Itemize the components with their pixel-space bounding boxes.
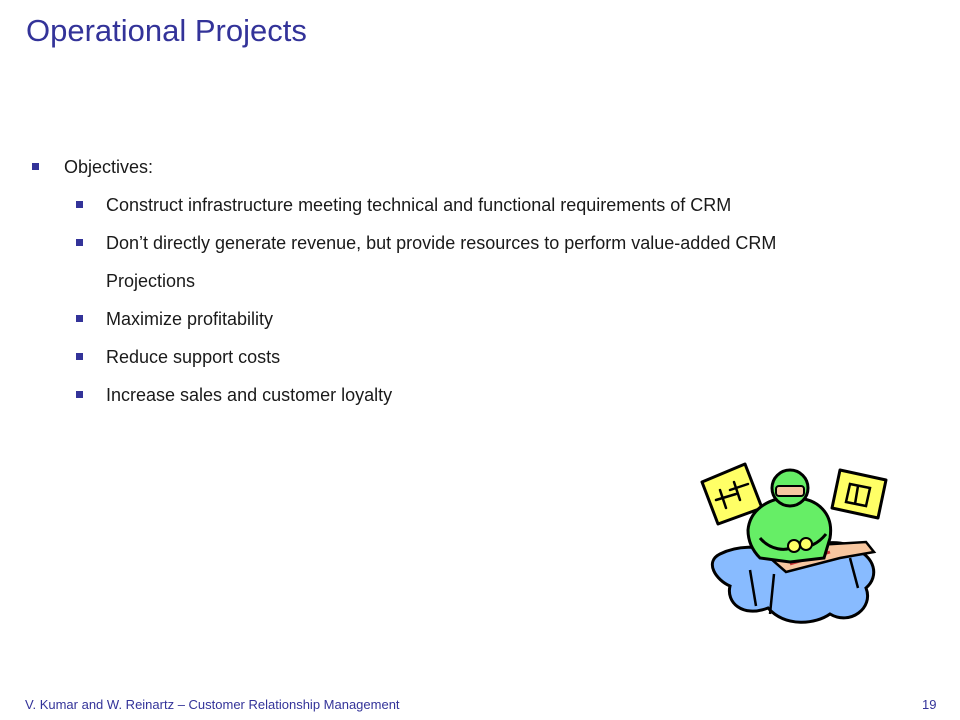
page-number: 19	[922, 697, 937, 712]
sub-bullet-infrastructure	[30, 186, 910, 224]
sub-bullet-revenue	[30, 224, 910, 262]
sub-bullet-sales-loyalty	[30, 376, 910, 414]
bullet-text: Increase sales and customer loyalty	[106, 385, 393, 405]
square-bullet-icon	[76, 239, 83, 246]
bullet-text: Construct infrastructure meeting technical and functional requirements of CRM	[106, 195, 732, 215]
footer-authors: V. Kumar and W. Reinartz – Customer Relationship Management	[25, 697, 400, 712]
bullet-continuation: Projections	[106, 271, 196, 291]
bullet-text: Don’t directly generate revenue, but provide resources to perform value-added CRM	[106, 233, 777, 253]
square-bullet-icon	[76, 315, 83, 322]
bullet-objectives	[30, 148, 910, 186]
slide-title: Operational Projects	[26, 13, 307, 48]
square-bullet-icon	[76, 353, 83, 360]
bullet-list	[30, 148, 910, 414]
bullet-text: Maximize profitability	[106, 309, 274, 329]
square-bullet-icon	[76, 391, 83, 398]
bullet-text: Objectives:	[64, 157, 154, 177]
sub-bullet-support-costs	[30, 338, 910, 376]
sub-bullet-profitability	[30, 300, 910, 338]
square-bullet-icon	[32, 163, 39, 170]
right-sign-icon	[832, 470, 886, 518]
surgeon-clipart-icon	[690, 458, 890, 634]
square-bullet-icon	[76, 201, 83, 208]
bullet-text: Reduce support costs	[106, 347, 281, 367]
